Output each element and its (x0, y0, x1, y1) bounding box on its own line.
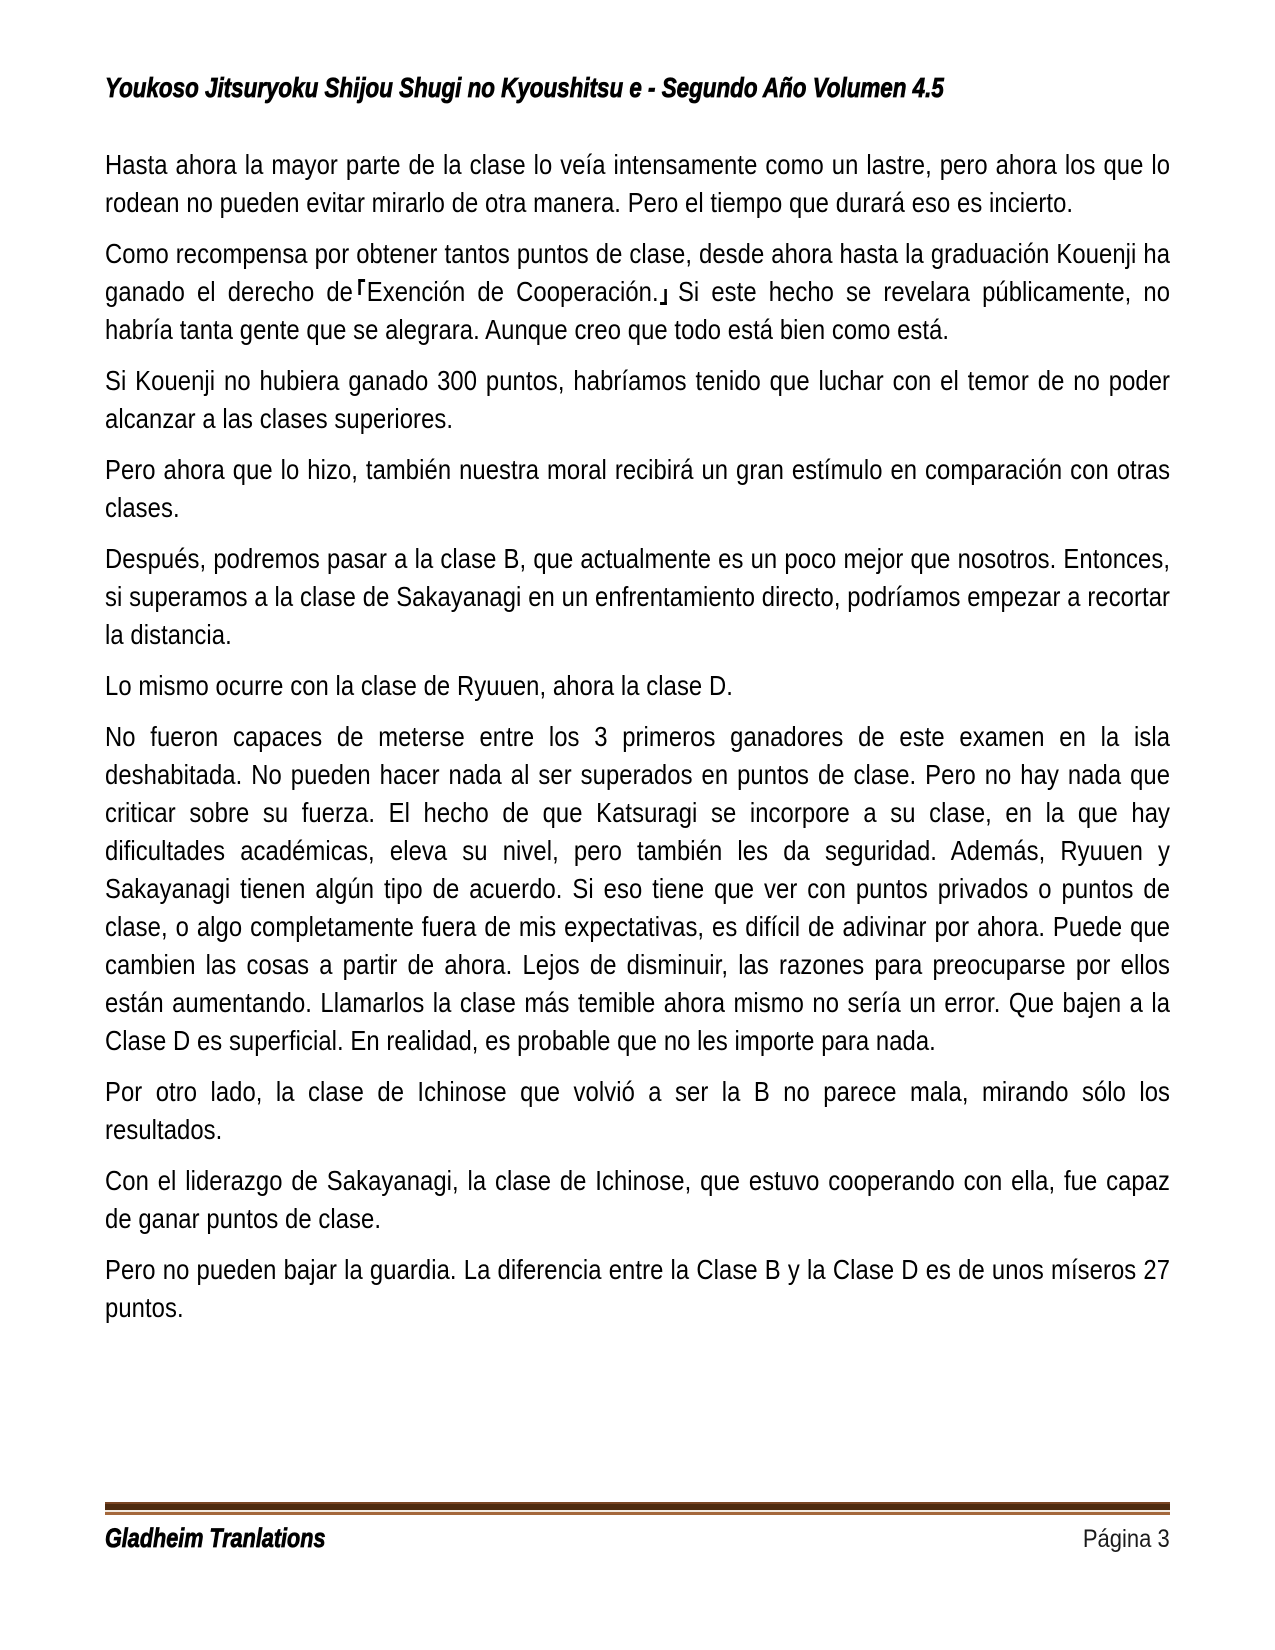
header-title: Youkoso Jitsuryoku Shijou Shugi no Kyoushitsu e - Segundo Año Volumen 4.5 (105, 72, 944, 103)
paragraph: Hasta ahora la mayor parte de la clase lo veía intensamente como un lastre, pero ahora los que lo rodean no pueden evitar mirarlo de otra manera. Pero el tiempo que durará eso es incierto. (105, 149, 1171, 218)
paragraph (105, 235, 1170, 349)
cjk-close-bracket-icon (660, 289, 667, 305)
paragraph-text: Si este hecho se revelara públicamente, no habría tanta gente que se alegrara. Aunque creo que todo está bien como está. (105, 276, 1171, 345)
body-text (105, 146, 1170, 1327)
page-footer (105, 1502, 1170, 1554)
footer-brand: Gladheim Tranlations (105, 1523, 326, 1553)
paragraph: Pero no pueden bajar la guardia. La diferencia entre la Clase B y la Clase D es de unos míseros 27 puntos. (105, 1254, 1171, 1323)
paragraph: No fueron capaces de meterse entre los 3 primeros ganadores de este examen en la isla deshabitada. No pueden hacer nada al ser superados en puntos de clase. Pero no hay nada que criticar sobre su fuerza. El hecho de que Katsuragi se incorpore a su clase, en la que hay dificultades académicas, eleva su nivel, pero también les da seguridad. Además, Ryuuen y Sakayanagi tienen algún tipo de acuerdo. Si eso tiene que ver con puntos privados o puntos de clase, o algo completamente fuera de mis expectativas, es difícil de adivinar por ahora. Puede que cambien las cosas a partir de ahora. Lejos de disminuir, las razones para preocuparse por ellos están aumentando. Llamarlos la clase más temible ahora mismo no sería un error. Que bajen a la Clase D es superficial. En realidad, es probable que no les importe para nada. (105, 721, 1171, 1056)
paragraph: Si Kouenji no hubiera ganado 300 puntos, habríamos tenido que luchar con el temor de no poder alcanzar a las clases superiores. (105, 365, 1171, 434)
paragraph: Pero ahora que lo hizo, también nuestra moral recibirá un gran estímulo en comparación con otras clases. (105, 454, 1171, 523)
quoted-term: Exención de Cooperación. (366, 276, 659, 307)
paragraph: Por otro lado, la clase de Ichinose que volvió a ser la B no parece mala, mirando sólo los resultados. (105, 1076, 1171, 1145)
paragraph: Después, podremos pasar a la clase B, que actualmente es un poco mejor que nosotros. Entonces, si superamos a la clase de Sakayanagi en un enfrentamiento directo, podríamos empezar a recortar la distancia. (105, 543, 1171, 650)
paragraph: Con el liderazgo de Sakayanagi, la clase de Ichinose, que estuvo cooperando con ella, fue capaz de ganar puntos de clase. (105, 1165, 1171, 1234)
cjk-open-bracket-icon (358, 279, 365, 295)
page-header (105, 0, 1170, 106)
footer-divider (105, 1502, 1170, 1516)
page-number: Página 3 (1083, 1525, 1170, 1553)
paragraph: Lo mismo ocurre con la clase de Ryuuen, ahora la clase D. (105, 670, 733, 701)
paragraph-text: Como recompensa por obtener tantos puntos de clase, desde ahora hasta la graduación Kouenji ha ganado el derecho de (105, 238, 1171, 307)
